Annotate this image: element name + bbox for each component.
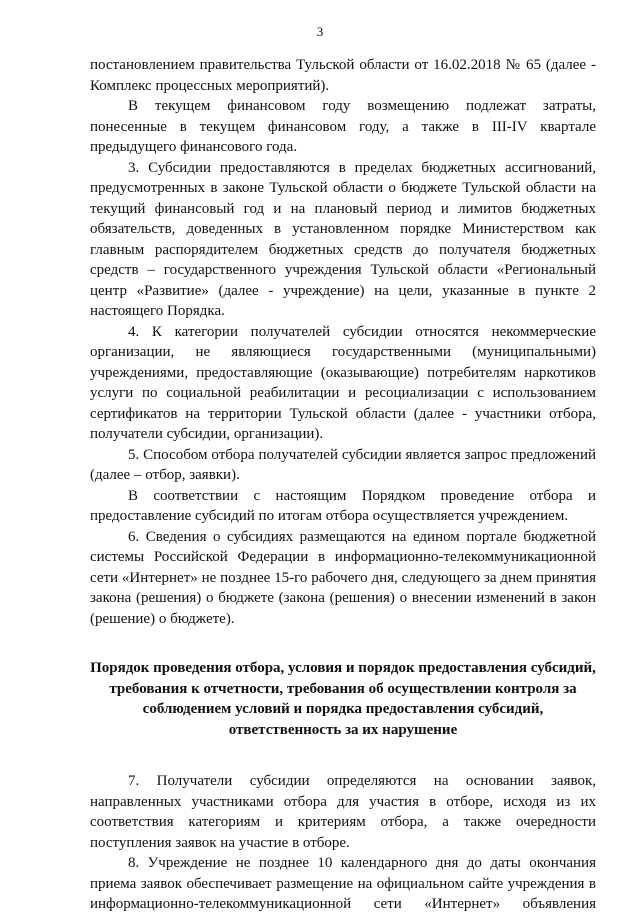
paragraph-4: 5. Способом отбора получателей субсидии является запрос предложений (далее – отбор, заявки). <box>90 446 596 483</box>
paragraph-5: В соответствии с настоящим Порядком проведение отбора и предоставление субсидий по итогам отбора осуществляется учреждением. <box>90 487 596 524</box>
paragraph-3: 4. К категории получателей субсидии относятся некоммерческие организации, не являющиеся государственными (муниципальными) учреждениями, предоставляющие (оказывающие) потребителям наркотиков услуги по социальной реабилитации и ресоциализации с использованием сертификатов на территории Тульской области (далее - участники отбора, получатели субсидии, организации). <box>90 323 596 442</box>
paragraph-2: 3. Субсидии предоставляются в пределах бюджетных ассигнований, предусмотренных в законе Тульской области о бюджете Тульской области на текущий финансовый год и на плановый период и лимитов бюджетных обязательств, доведенных в установленном порядке Министерством как главным распорядителем бюджетных средств до получателя бюджетных средств – государственного учреждения Тульской области «Региональный центр «Развитие» (далее - учреждение) на цели, указанные в пункте 2 настоящего Порядка. <box>90 159 596 319</box>
document-body <box>90 55 596 915</box>
paragraph-8: 8. Учреждение не позднее 10 календарного дня до даты окончания приема заявок обеспечивает размещение на официальном сайте учреждения в информационно-телекоммуникационной сети «Интернет» объявления <box>90 855 596 912</box>
page-number: 3 <box>316 24 324 39</box>
paragraph-1: В текущем финансовом году возмещению подлежат затраты, понесенные в текущем финансовом году, а также в III-IV квартале предыдущего финансового года. <box>90 98 596 155</box>
section-heading: Порядок проведения отбора, условия и порядок предоставления субсидий, требования к отчетности, требования об осуществлении контроля за соблюдением условий и порядка предоставления субсидий, ответственность за их нарушение <box>90 660 596 738</box>
paragraph-7: 7. Получатели субсидии определяются на основании заявок, направленных участниками отбора для участия в отборе, исходя из их соответствия категориям и критериям отбора, а также очередности поступления заявок на участие в отборе. <box>90 773 596 851</box>
paragraph-6: 6. Сведения о субсидиях размещаются на едином портале бюджетной системы Российской Федерации в информационно-телекоммуникационной сети «Интернет» не позднее 15-го рабочего дня, следующего за днем принятия закона (решения) о бюджете (закона (решения) о внесении изменений в закон (решение) о бюджете). <box>90 528 596 627</box>
paragraph-0: постановлением правительства Тульской области от 16.02.2018 № 65 (далее - Комплекс процессных мероприятий). <box>90 57 596 94</box>
